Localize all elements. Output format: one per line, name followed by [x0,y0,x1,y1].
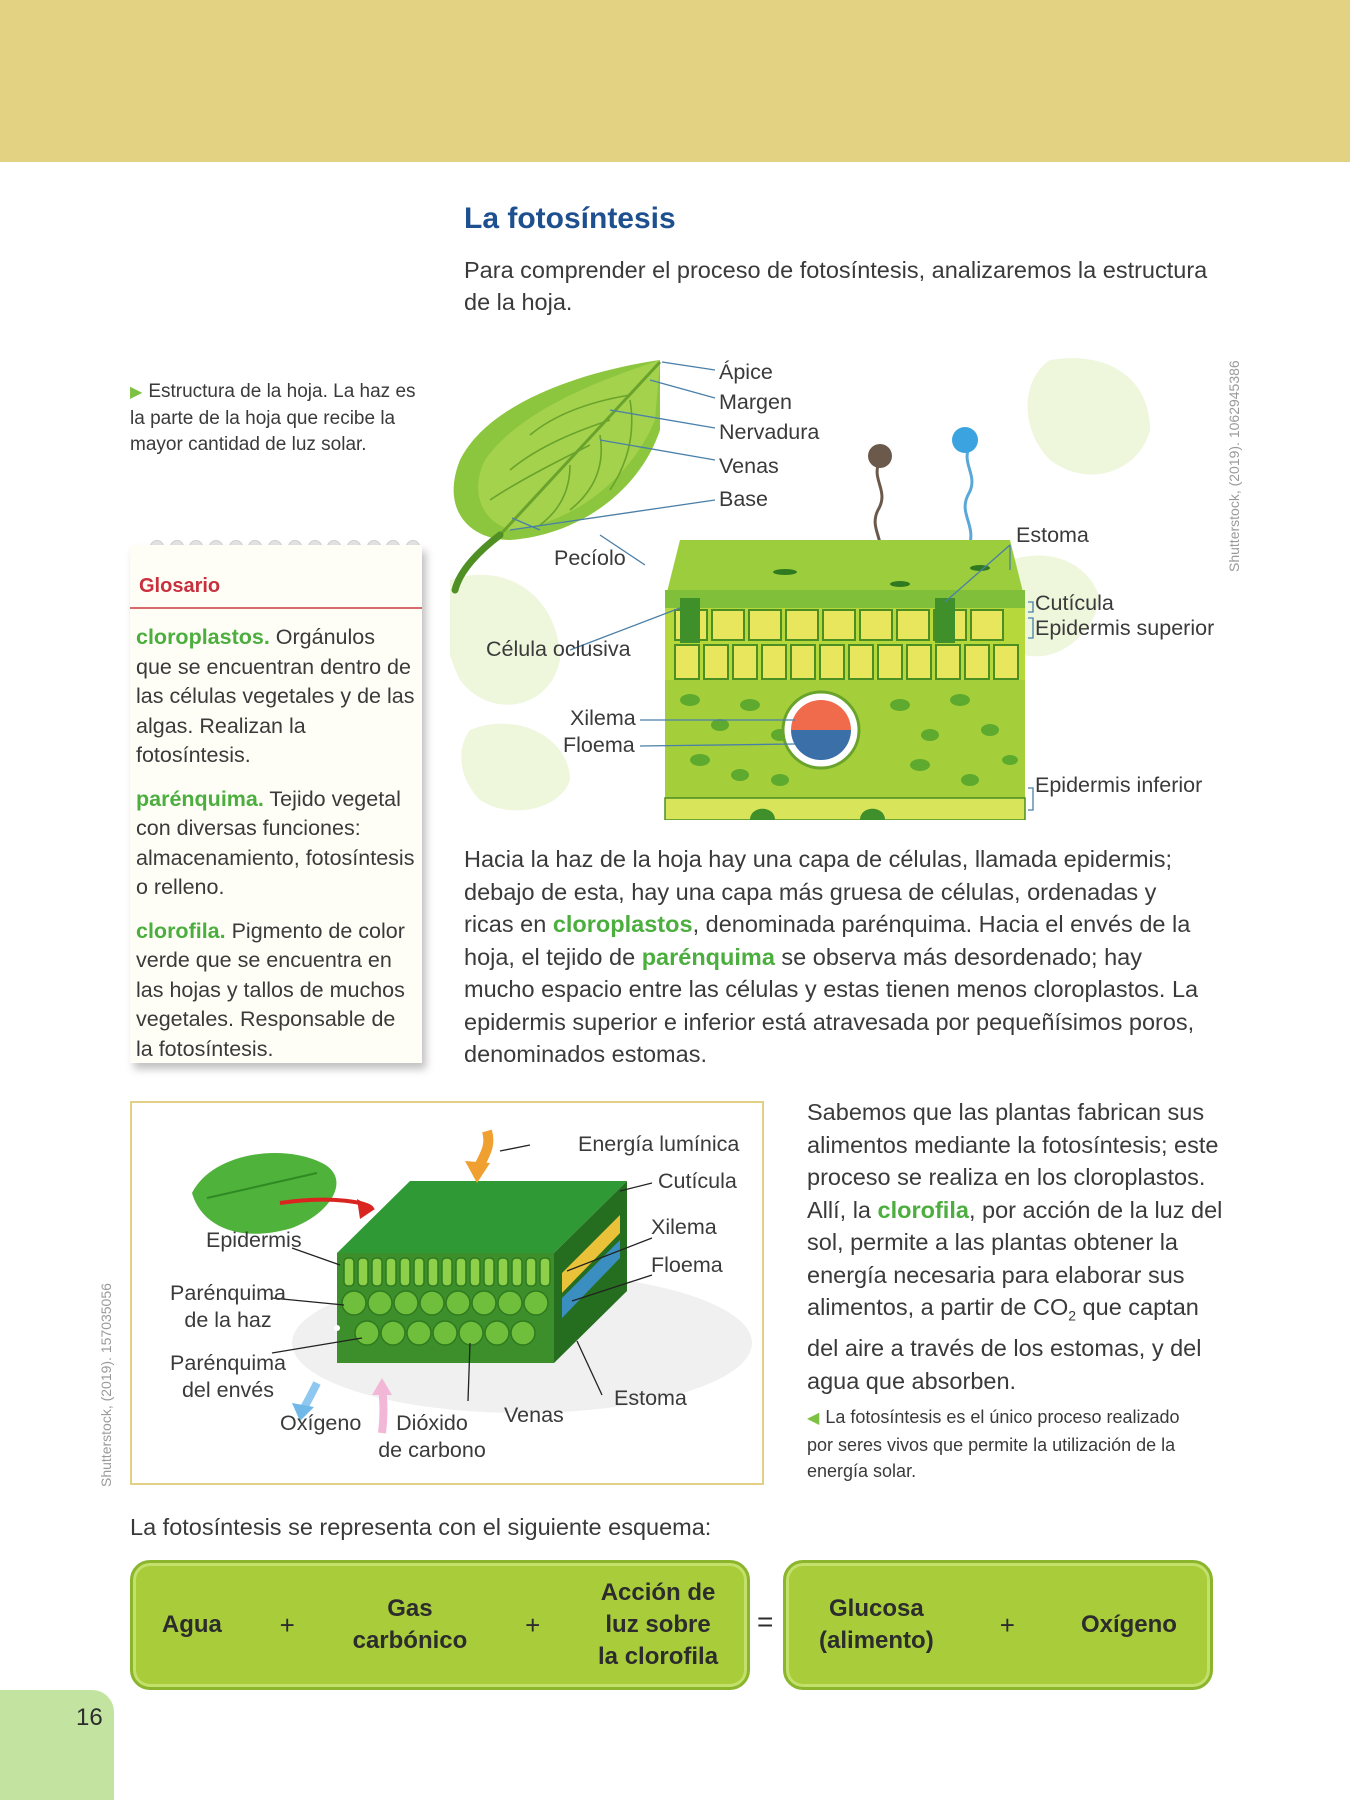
highlight-term: clorofila [877,1196,969,1223]
page-number: 16 [76,1704,103,1731]
label-epidermis-superior: Epidermis superior [1035,616,1215,640]
reactant-accion-luz [598,1577,718,1673]
label-line: Dióxido [396,1411,468,1435]
reactants-box [130,1560,750,1690]
label-parenquima-haz [163,1280,293,1334]
text-span: Sabemos que las plantas fabrican sus alimentos mediante la fotosíntesis; este proceso se realiza en los cloroplastos. Allí, la [807,1099,1219,1223]
scheme-intro: La fotosíntesis se representa con el siguiente esquema: [130,1514,712,1540]
label-margen: Margen [719,390,792,414]
equals-sign: = [757,1606,774,1637]
highlight-term: cloroplastos [552,911,693,937]
glossary-entry [130,785,422,903]
label-venas-block: Venas [504,1403,564,1427]
glossary-entry [130,623,422,771]
text-span: Hacia la haz de la hoja hay una capa de células, llamada epidermis; debajo de esta, hay una capa más gruesa de células, ordenadas y ricas en [464,846,1173,937]
label-line: Parénquima [170,1281,286,1305]
leaf-cross-section [665,540,1025,820]
header-band [0,0,1350,162]
products-box [783,1560,1213,1690]
glossary-term: parénquima. [136,786,264,811]
product-oxigeno: Oxígeno [1080,1611,1177,1638]
label-line: de carbono [378,1438,486,1462]
plus-sign: + [279,1610,295,1640]
triangle-left-icon: ◀ [807,1410,820,1427]
label-cuticula-block: Cutícula [658,1169,737,1193]
label-epidermis-inferior: Epidermis inferior [1035,773,1203,797]
text-span: se observa más desordenado; hay mucho espacio entre las células y estas tienen menos cloroplastos. La epidermis superior e inferior está atravesada por pequeñísimos poros, denominados estomas. [464,943,1199,1067]
label-xilema-block: Xilema [651,1215,717,1239]
label-line: de la haz [184,1308,272,1332]
photo-caption [807,1404,1197,1484]
label-dioxido-carbono [372,1410,492,1464]
leaf-caption [130,379,420,458]
label-venas: Venas [719,454,779,478]
product-glucosa [819,1593,934,1657]
label-nervadura: Nervadura [719,420,820,444]
reactant-agua: Agua [161,1611,222,1638]
image-credit-top: Shutterstock, (2019). 1062945386 [1226,360,1242,572]
bg-leaf-shape [1028,358,1151,474]
text-span: que captan del aire a través de los estomas, y del agua que absorben. [807,1294,1202,1394]
text-line: Gas [387,1595,433,1622]
small-leaf-icon [192,1153,336,1234]
triangle-right-icon: ▶ [130,384,143,401]
highlight-term: parénquima [641,943,775,970]
label-parenquima-enves [163,1350,293,1404]
glossary-title: Glosario [130,565,422,609]
text-line: la clorofila [598,1643,719,1670]
intro-text: Para comprender el proceso de fotosíntesis, analizaremos la estructura de la hoja. [464,257,1208,315]
label-cuticula: Cutícula [1035,591,1114,615]
label-apice: Ápice [719,360,773,384]
text-span: , por acción de la luz del sol, permite a las plantas obtener la energía necesaria para elaborar sus alimentos, a partir de CO [807,1196,1223,1320]
photo-caption-text: La fotosíntesis es el único proceso realizado por seres vivos que permite la utilización de la energía solar. [807,1407,1180,1481]
co2-molecule-icon [868,444,892,468]
label-floema-block: Floema [651,1253,723,1277]
bg-leaf-shape [461,724,570,811]
molecule-tail [965,445,972,550]
text-line: carbónico [352,1627,468,1654]
label-estoma-block: Estoma [614,1386,687,1410]
subscript: 2 [1068,1307,1077,1324]
glossary-entry [130,917,422,1065]
label-estoma: Estoma [1016,523,1089,547]
label-line: del envés [181,1378,275,1402]
glossary-box [130,545,422,1063]
label-peciolo: Pecíolo [554,546,626,570]
paragraph-photosynthesis [807,1096,1227,1397]
glossary-definition: Tejido vegetal con diversas funciones: almacenamiento, fotosíntesis o relleno. [136,786,415,899]
label-floema: Floema [563,733,635,757]
glossary-term: clorofila. [136,918,226,943]
red-arrow-icon [357,1199,375,1219]
text-line: Glucosa [829,1595,924,1622]
label-energia-luminica: Energía lumínica [578,1132,740,1156]
plus-sign: + [525,1610,541,1640]
leaf-caption-text: Estructura de la hoja. La haz es la parte de la hoja que recibe la mayor cantidad de luz solar. [130,381,416,455]
text-line: Acción de [600,1579,716,1606]
text-line: (alimento) [819,1627,934,1654]
text-span: , denominada parénquima. Hacia el envés de la hoja, el tejido de [464,911,1191,970]
paragraph-leaf-tissues [464,843,1204,1071]
image-credit-bottom: Shutterstock, (2019). 157035056 [98,1283,114,1487]
reactant-gas-carbonico [353,1593,468,1657]
o2-molecule-icon [952,427,978,453]
glossary-definition: Orgánulos que se encuentran dentro de las células vegetales y de las algas. Realizan la fotosíntesis. [136,625,415,767]
page-title: La fotosíntesis [464,202,676,235]
text-line: luz sobre [605,1611,711,1638]
label-line: Parénquima [170,1351,286,1375]
light-arrow-icon [465,1161,490,1183]
glossary-definition: Pigmento de color verde que se encuentra en las hojas y tallos de muchos vegetales. Responsable de la fotosíntesis. [136,918,405,1061]
label-celula-oclusiva: Célula oclusiva [486,637,631,661]
label-xilema: Xilema [570,706,636,730]
plus-sign: + [999,1610,1015,1640]
label-epidermis-block: Epidermis [206,1228,302,1252]
label-oxigeno: Oxígeno [280,1411,362,1435]
glossary-term: cloroplastos. [136,625,270,649]
label-base: Base [719,487,769,511]
